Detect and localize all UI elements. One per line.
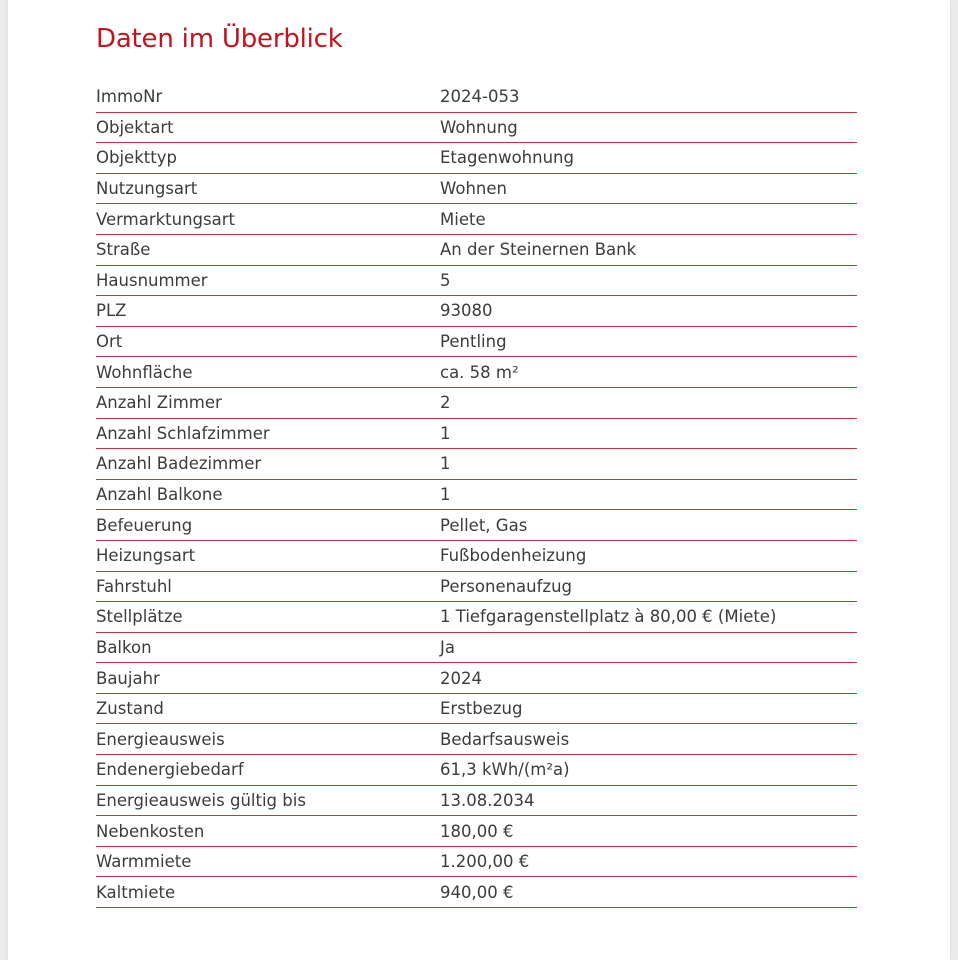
table-row [96, 204, 857, 235]
table-row [96, 816, 857, 847]
row-label: Objektart [96, 117, 174, 137]
table-row [96, 174, 857, 205]
table-row [96, 633, 857, 664]
table-row [96, 755, 857, 786]
table-row [96, 663, 857, 694]
row-value: Etagenwohnung [440, 148, 574, 168]
row-value: Ja [440, 637, 455, 657]
row-value: Bedarfsausweis [440, 729, 570, 749]
row-label: Anzahl Balkone [96, 485, 223, 505]
row-label: Hausnummer [96, 270, 208, 290]
row-value: 1 [440, 423, 451, 443]
table-row [96, 113, 857, 144]
table-row [96, 449, 857, 480]
table-row [96, 480, 857, 511]
row-label: Heizungsart [96, 546, 196, 566]
table-row [96, 541, 857, 572]
row-label: Stellplätze [96, 607, 183, 627]
table-row [96, 510, 857, 541]
table-row [96, 296, 857, 327]
row-value: 940,00 € [440, 882, 514, 902]
row-value: Miete [440, 209, 486, 229]
row-label: Anzahl Badezimmer [96, 454, 262, 474]
row-value: 180,00 € [440, 821, 514, 841]
row-label: Balkon [96, 637, 152, 657]
row-value: 93080 [440, 301, 493, 321]
row-value: 2024 [440, 668, 482, 688]
row-value: Wohnung [440, 117, 518, 137]
row-label: Anzahl Zimmer [96, 393, 222, 413]
row-label: Endenergiebedarf [96, 760, 244, 780]
row-label: Nutzungsart [96, 179, 198, 199]
table-row [96, 724, 857, 755]
row-value: 13.08.2034 [440, 790, 535, 810]
table-row [96, 357, 857, 388]
row-value: 2 [440, 393, 451, 413]
row-label: Anzahl Schlafzimmer [96, 423, 270, 443]
row-value: Fußbodenheizung [440, 546, 587, 566]
row-label: Wohnfläche [96, 362, 193, 382]
row-label: Warmmiete [96, 852, 192, 872]
row-value: 1.200,00 € [440, 852, 530, 872]
row-value: 1 [440, 485, 451, 505]
table-row [96, 419, 857, 450]
row-value: ca. 58 m² [440, 362, 519, 382]
section-title: Daten im Überblick [96, 24, 343, 54]
row-value: Pellet, Gas [440, 515, 528, 535]
row-value: 61,3 kWh/(m²a) [440, 760, 570, 780]
table-row [96, 327, 857, 358]
row-value: 1 Tiefgaragenstellplatz à 80,00 € (Miete) [440, 607, 777, 627]
row-label: Energieausweis [96, 729, 225, 749]
row-label: Baujahr [96, 668, 160, 688]
table-row [96, 82, 857, 113]
row-value: An der Steinernen Bank [440, 240, 637, 260]
table-row [96, 266, 857, 297]
row-value: Erstbezug [440, 699, 523, 719]
row-label: ImmoNr [96, 87, 163, 107]
table-row [96, 143, 857, 174]
table-row [96, 786, 857, 817]
row-value: Wohnen [440, 179, 507, 199]
row-value: Pentling [440, 332, 507, 352]
row-value: 5 [440, 270, 451, 290]
row-label: Energieausweis gültig bis [96, 790, 306, 810]
row-label: Befeuerung [96, 515, 193, 535]
row-value: Personenaufzug [440, 576, 573, 596]
row-label: Straße [96, 240, 151, 260]
table-row [96, 602, 857, 633]
row-label: Vermarktungsart [96, 209, 235, 229]
table-row [96, 877, 857, 908]
table-row [96, 694, 857, 725]
row-label: Fahrstuhl [96, 576, 172, 596]
table-row [96, 235, 857, 266]
row-value: 1 [440, 454, 451, 474]
row-label: Kaltmiete [96, 882, 176, 902]
table-row [96, 847, 857, 878]
details-table [96, 82, 857, 908]
row-value: 2024-053 [440, 87, 520, 107]
row-label: Objekttyp [96, 148, 177, 168]
table-row [96, 572, 857, 603]
overview-card [8, 0, 950, 960]
row-label: Zustand [96, 699, 164, 719]
row-label: Nebenkosten [96, 821, 205, 841]
row-label: Ort [96, 332, 123, 352]
table-row [96, 388, 857, 419]
row-label: PLZ [96, 301, 127, 321]
